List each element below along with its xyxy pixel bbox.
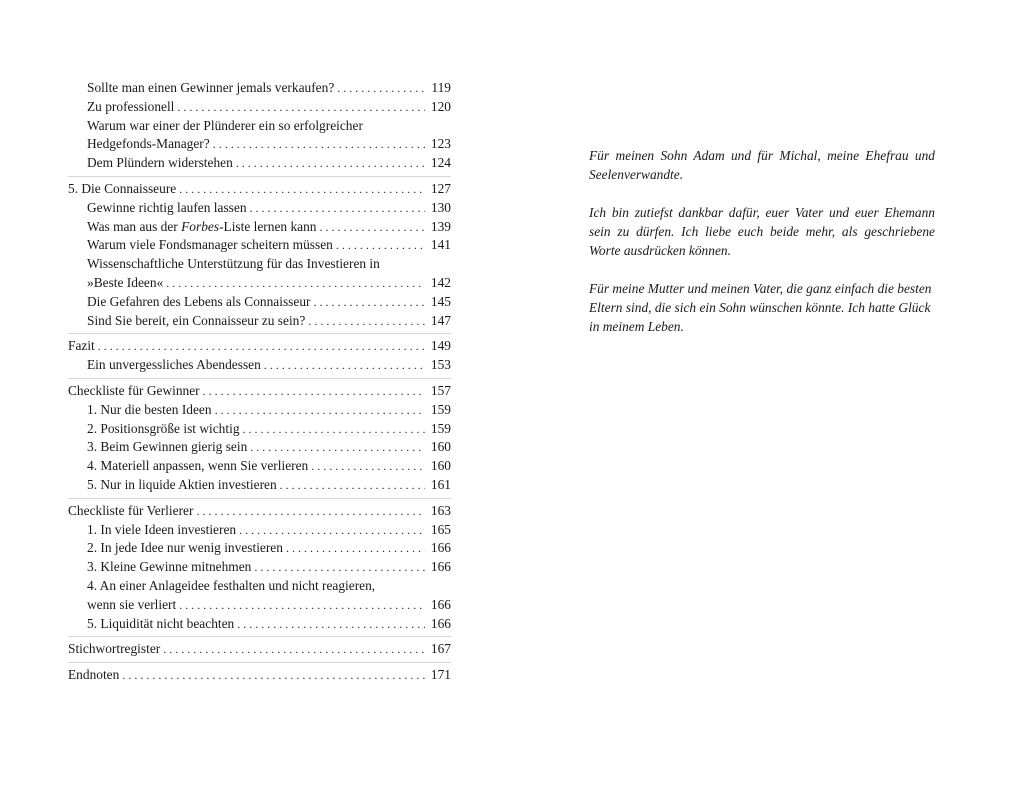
toc-leader-dots <box>319 218 425 237</box>
toc-section-entry <box>68 596 451 615</box>
toc-entry-title-line: 4. An einer Anlageidee festhalten und nicht reagieren, <box>87 577 376 593</box>
toc-separator <box>68 378 451 379</box>
toc-chapter-entry <box>68 382 451 401</box>
toc-section-entry <box>68 154 451 173</box>
toc-entry-title: 2. In jede Idee nur wenig investieren <box>87 540 283 556</box>
toc-entry-title: 1. In viele Ideen investieren <box>87 521 237 537</box>
toc-section-entry <box>68 615 451 634</box>
toc-page-number: 166 <box>430 559 451 575</box>
toc-entry-title: Sind Sie bereit, ein Connaisseur zu sein? <box>87 312 306 328</box>
toc-separator <box>68 498 451 499</box>
toc-entry-title: 3. Beim Gewinnen gierig sein <box>87 439 248 455</box>
toc-page-number: 119 <box>431 80 451 95</box>
toc-entry-title: »Beste Ideen« <box>87 274 164 290</box>
toc-page-number: 141 <box>430 237 451 253</box>
toc-section-entry <box>68 274 451 293</box>
toc-leader-dots <box>336 236 425 255</box>
toc-chapter-entry <box>68 337 451 356</box>
toc-leader-dots <box>254 558 425 577</box>
toc-page-number: 127 <box>430 180 451 196</box>
toc-page-number: 165 <box>430 521 451 537</box>
toc-entry-title: Hedgefonds-Manager? <box>87 136 210 152</box>
toc-page-number: 166 <box>430 596 451 612</box>
toc-entry-title: 5. Die Connaisseure <box>68 180 177 196</box>
toc-leader-dots <box>239 521 425 540</box>
toc-entry-title-line: Warum war einer der Plünderer ein so erfolgreicher <box>87 117 363 133</box>
toc-section-entry <box>68 135 451 154</box>
toc-leader-dots <box>264 356 425 375</box>
toc-leader-dots <box>177 98 425 117</box>
toc-entry-title: 5. Nur in liquide Aktien investieren <box>87 476 277 492</box>
toc-section-entry <box>68 312 451 331</box>
toc-entry-title: Fazit <box>68 338 95 354</box>
toc-leader-dots <box>122 666 425 685</box>
toc-leader-dots <box>337 79 425 98</box>
toc-section-entry <box>68 356 451 375</box>
dedication-paragraph: Für meine Mutter und meinen Vater, die ganz einfach die besten Eltern sind, die sich ein Sohn wünschen könnte. Ich hatte Glück in meinem Leben. <box>589 281 932 334</box>
toc-leader-dots <box>98 337 425 356</box>
toc-section-entry <box>68 476 451 495</box>
toc-leader-dots <box>280 476 425 495</box>
toc-leader-dots <box>196 502 425 521</box>
toc-leader-dots <box>213 135 425 154</box>
dedication-paragraph: Für meinen Sohn Adam und für Michal, meine Ehefrau und Seelenverwandte. <box>589 148 935 182</box>
dedication <box>589 146 935 355</box>
toc-entry-title: Stichwortregister <box>68 641 161 657</box>
toc-page-number: 159 <box>430 420 451 436</box>
toc-leader-dots <box>308 312 425 331</box>
toc-section-entry <box>68 420 451 439</box>
toc-page-number: 147 <box>430 312 451 328</box>
toc-page-number: 159 <box>430 401 451 417</box>
toc-separator <box>68 176 451 177</box>
toc-separator <box>68 333 451 334</box>
toc-entry-title: Die Gefahren des Lebens als Connaisseur <box>87 293 311 309</box>
toc-section-entry <box>68 401 451 420</box>
toc-leader-dots <box>311 457 425 476</box>
toc-entry-title: wenn sie verliert <box>87 596 177 612</box>
toc-title-italic: Forbes <box>181 218 220 234</box>
toc-entry-title: 5. Liquidität nicht beachten <box>87 615 235 631</box>
toc-page-number: 163 <box>430 502 451 518</box>
toc-page-number: 123 <box>430 136 451 152</box>
toc-chapter-entry <box>68 180 451 199</box>
toc-entry-title: Ein unvergessliches Abendessen <box>87 357 261 373</box>
toc-section-entry <box>68 79 451 98</box>
toc-page-number: 145 <box>430 293 451 309</box>
toc-page-number: 161 <box>430 476 451 492</box>
toc-separator <box>68 662 451 663</box>
toc-leader-dots <box>236 154 425 173</box>
toc-section-entry <box>68 199 451 218</box>
toc-section-entry <box>68 438 451 457</box>
toc-page-number: 124 <box>430 155 451 171</box>
toc-chapter-entry <box>68 666 451 685</box>
toc-entry-title <box>87 218 316 237</box>
toc-chapter-entry <box>68 640 451 659</box>
toc-leader-dots <box>286 539 425 558</box>
toc-entry-title: 2. Positionsgröße ist wichtig <box>87 420 240 436</box>
table-of-contents <box>68 79 451 685</box>
toc-leader-dots <box>250 438 425 457</box>
toc-entry-title: Warum viele Fondsmanager scheitern müssen <box>87 237 333 253</box>
toc-entry-title: 1. Nur die besten Ideen <box>87 401 212 417</box>
toc-section-entry <box>68 236 451 255</box>
toc-entry-title: Checkliste für Verlierer <box>68 502 194 518</box>
toc-leader-dots <box>215 401 425 420</box>
toc-title-part: Was man aus der <box>87 218 182 234</box>
toc-leader-dots <box>163 640 425 659</box>
toc-leader-dots <box>250 199 425 218</box>
toc-page-number: 120 <box>430 98 451 114</box>
toc-page-number: 160 <box>430 458 451 474</box>
toc-entry-title: Dem Plündern widerstehen <box>87 155 233 171</box>
toc-section-entry <box>68 539 451 558</box>
toc-page-number: 130 <box>430 199 451 215</box>
toc-page-number: 166 <box>430 615 451 631</box>
toc-page-number: 153 <box>430 357 451 373</box>
toc-page-number: 139 <box>430 218 451 234</box>
toc-page-number: 166 <box>430 540 451 556</box>
toc-page-number: 167 <box>430 641 451 657</box>
toc-entry-title: Endnoten <box>68 667 120 683</box>
toc-entry-title: Sollte man einen Gewinner jemals verkaufen? <box>87 80 335 95</box>
toc-chapter-entry <box>68 502 451 521</box>
toc-entry-title: 4. Materiell anpassen, wenn Sie verlieren <box>87 458 309 474</box>
toc-entry-title: Zu professionell <box>87 98 175 114</box>
toc-title-part: -Liste lernen kann <box>219 218 317 234</box>
dedication-paragraph: Ich bin zutiefst dankbar dafür, euer Vater und euer Ehemann sein zu dürfen. Ich liebe euch beide mehr, als geschriebene Worte ausdrücken können. <box>589 205 935 258</box>
toc-entry-title: 3. Kleine Gewinne mitnehmen <box>87 559 252 575</box>
toc-leader-dots <box>166 274 425 293</box>
toc-page-number: 149 <box>430 338 451 354</box>
toc-separator <box>68 636 451 637</box>
toc-page-number: 160 <box>430 439 451 455</box>
toc-section-entry <box>68 218 451 237</box>
toc-page-number: 171 <box>430 667 451 683</box>
toc-entry-title: Gewinne richtig laufen lassen <box>87 199 247 215</box>
toc-leader-dots <box>179 180 425 199</box>
toc-section-entry <box>68 293 451 312</box>
toc-entry-title-line: Wissenschaftliche Unterstützung für das Investieren in <box>87 256 380 272</box>
toc-section-entry <box>68 558 451 577</box>
toc-page-number: 142 <box>430 274 451 290</box>
toc-section-entry <box>68 457 451 476</box>
toc-leader-dots <box>179 596 425 615</box>
toc-leader-dots <box>243 420 425 439</box>
right-page <box>510 0 1020 793</box>
toc-section-entry <box>68 521 451 540</box>
toc-entry-title: Checkliste für Gewinner <box>68 382 200 398</box>
toc-leader-dots <box>203 382 425 401</box>
toc-leader-dots <box>237 615 425 634</box>
toc-section-entry <box>68 98 451 117</box>
toc-page-number: 157 <box>430 382 451 398</box>
toc-leader-dots <box>313 293 425 312</box>
